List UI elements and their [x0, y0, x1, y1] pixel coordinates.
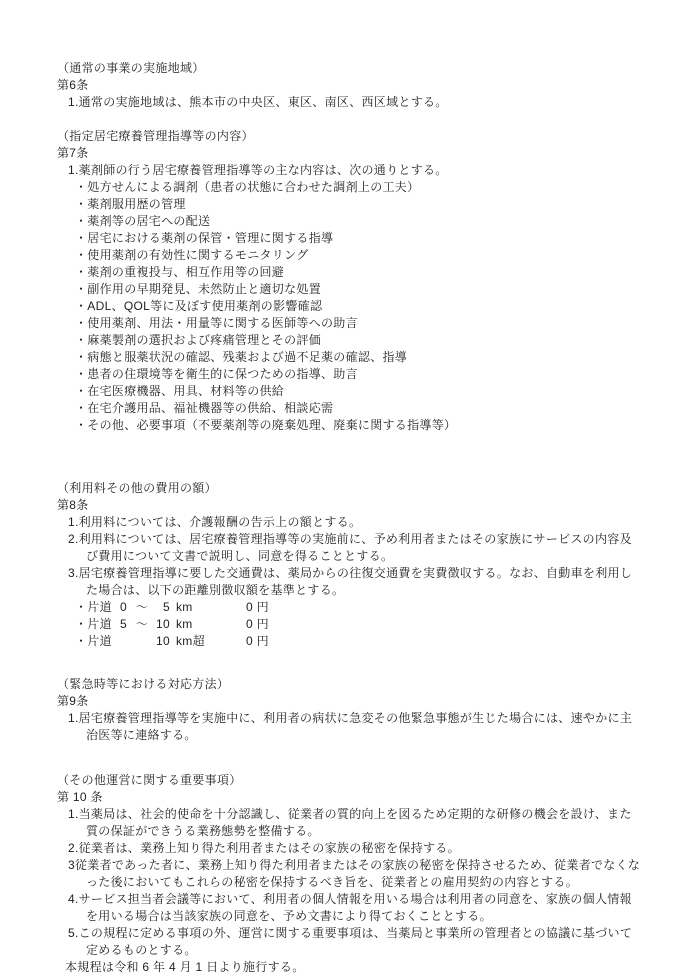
- article-items: [57, 806, 642, 959]
- item-text: この規程に定める事項の外、運営に関する重要事項は、当薬局と事業所の管理者との協議に基づいて定めるものとする。: [78, 926, 633, 957]
- bullet-item: ・麻薬製剤の選択および疼痛管理とその評価: [75, 333, 322, 347]
- item-number: 1.: [68, 807, 79, 821]
- article-item: [57, 806, 642, 840]
- bullet-item: ・副作用の早期発見、未然防止と適切な処置: [75, 282, 322, 296]
- article-items: [57, 514, 642, 599]
- item-text: 薬剤師の行う居宅療養管理指導等の主な内容は、次の通りとする。: [78, 163, 448, 177]
- effective-date-line: 本規程は令和 6 年 4 月 1 日より施行する。: [65, 960, 305, 974]
- article-number: 第6条: [57, 78, 89, 92]
- item-text: 居宅療養管理指導等を実施中に、利用者の病状に急変その他緊急事態が生じた場合には、速やかに主治医等に連絡する。: [78, 711, 633, 742]
- bullet-item: ・ADL、QOL等に及ぼす使用薬剤の影響確認: [75, 299, 323, 313]
- fee-unit: km超: [176, 634, 205, 648]
- section-emergency: [57, 676, 642, 744]
- fee-label: ・片道: [75, 600, 112, 614]
- article-item: [57, 531, 642, 565]
- article-items: [57, 162, 642, 179]
- section-heading: （通常の事業の実施地域）: [57, 61, 205, 75]
- bullet-item: ・在宅介護用品、福祉機器等の供給、相談応需: [75, 401, 334, 415]
- item-number: 1.: [68, 711, 79, 725]
- bullet-item: ・病態と服薬状況の確認、残薬および過不足薬の確認、指導: [75, 350, 408, 364]
- article-item: [57, 857, 642, 891]
- article-item: [57, 565, 642, 599]
- article-items: [57, 710, 642, 744]
- travel-fee-table: [57, 599, 642, 650]
- article-item: [57, 891, 642, 925]
- article-number: 第8条: [57, 498, 89, 512]
- article-item: [57, 840, 642, 857]
- article-item: [57, 94, 642, 111]
- section-heading: （利用料その他の費用の額）: [57, 481, 217, 495]
- bullet-item: ・処方せんによる調剤（患者の状態に合わせた調剤上の工夫）: [75, 180, 420, 194]
- section-important-matters: [57, 772, 642, 959]
- article-number: 第9条: [57, 694, 89, 708]
- fee-from-km: 0: [120, 600, 127, 614]
- item-number: 3.: [68, 566, 79, 580]
- item-text: 通常の実施地域は、熊本市の中央区、東区、南区、西区域とする。: [78, 95, 448, 109]
- fee-label: ・片道: [75, 617, 112, 631]
- fee-unit: km: [176, 617, 193, 631]
- article-items: [57, 94, 642, 111]
- item-text: 従業者であった者に、業務上知り得た利用者またはその家族の秘密を保持させるため、従業者でなくなった後においてもこれらの秘密を保持するべき旨を、従業者との雇用契約の内容とする。: [74, 858, 641, 889]
- fee-to-km: 5: [163, 600, 170, 614]
- fee-amount: 0 円: [246, 617, 269, 631]
- section-operating-area: [57, 60, 642, 111]
- guidance-bullet-list: [57, 179, 642, 434]
- section-fees: [57, 480, 642, 650]
- item-text: 利用料については、居宅療養管理指導等の実施前に、予め利用者またはその家族にサービスの内容及び費用について文書で説明し、同意を得ることとする。: [78, 532, 632, 563]
- bullet-item: ・薬剤の重複投与、相互作用等の回避: [75, 265, 285, 279]
- item-number: 1.: [68, 95, 79, 109]
- item-text: 利用料については、介護報酬の告示上の額とする。: [78, 515, 362, 529]
- fee-amount: 0 円: [246, 634, 269, 648]
- fee-row: [57, 616, 642, 633]
- fee-tilde: ～: [135, 617, 149, 631]
- bullet-item: ・患者の住環境等を衛生的に保つための指導、助言: [75, 367, 358, 381]
- item-number: 1.: [68, 163, 79, 177]
- item-number: 2.: [68, 532, 79, 546]
- fee-tilde: ～: [135, 600, 149, 614]
- item-text: 居宅療養管理指導に要した交通費は、薬局からの往復交通費を実費徴収する。なお、自動車を利用した場合は、以下の距離別徴収額を基準とする。: [78, 566, 633, 597]
- section-guidance-contents: [57, 128, 642, 434]
- fee-amount: 0 円: [246, 600, 269, 614]
- bullet-item: ・使用薬剤の有効性に関するモニタリング: [75, 248, 309, 262]
- section-heading: （その他運営に関する重要事項）: [57, 773, 242, 787]
- fee-row: [57, 633, 642, 650]
- article-number: 第7条: [57, 146, 89, 160]
- item-number: 5.: [68, 926, 79, 940]
- section-heading: （指定居宅療養管理指導等の内容）: [57, 129, 254, 143]
- item-text: 従業者は、業務上知り得た利用者またはその家族の秘密を保持する。: [78, 841, 460, 855]
- bullet-item: ・その他、必要事項（不要薬剤等の廃棄処理、廃棄に関する指導等）: [75, 418, 457, 432]
- section-heading: （緊急時等における対応方法）: [57, 677, 230, 691]
- item-number: 1.: [68, 515, 79, 529]
- item-text: サービス担当者会議等において、利用者の個人情報を用いる場合は利用者の同意を、家族の個人情報を用いる場合は当該家族の同意を、予め文書により得ておくこととする。: [78, 892, 632, 923]
- bullet-item: ・薬剤服用歴の管理: [75, 197, 186, 211]
- article-item: [57, 925, 642, 959]
- article-item: [57, 710, 642, 744]
- fee-unit: km: [176, 600, 193, 614]
- fee-to-km: 10: [156, 617, 170, 631]
- fee-row: [57, 599, 642, 616]
- item-number: 2.: [68, 841, 79, 855]
- bullet-item: ・使用薬剤、用法・用量等に関する医師等への助言: [75, 316, 358, 330]
- article-number: 第 10 条: [57, 790, 103, 804]
- article-item: [57, 514, 642, 531]
- fee-to-km: 10: [156, 634, 170, 648]
- item-text: 当薬局は、社会的使命を十分認識し、従業者の質的向上を図るため定期的な研修の機会を設け、また質の保証ができうる業務態勢を整備する。: [78, 807, 632, 838]
- item-number: 4.: [68, 892, 79, 906]
- article-item: [57, 162, 642, 179]
- fee-label: ・片道: [75, 634, 112, 648]
- bullet-item: ・在宅医療機器、用具、材料等の供給: [75, 384, 285, 398]
- bullet-item: ・薬剤等の居宅への配送: [75, 214, 211, 228]
- item-number: 3: [68, 858, 75, 872]
- fee-from-km: 5: [120, 617, 127, 631]
- bullet-item: ・居宅における薬剤の保管・管理に関する指導: [75, 231, 334, 245]
